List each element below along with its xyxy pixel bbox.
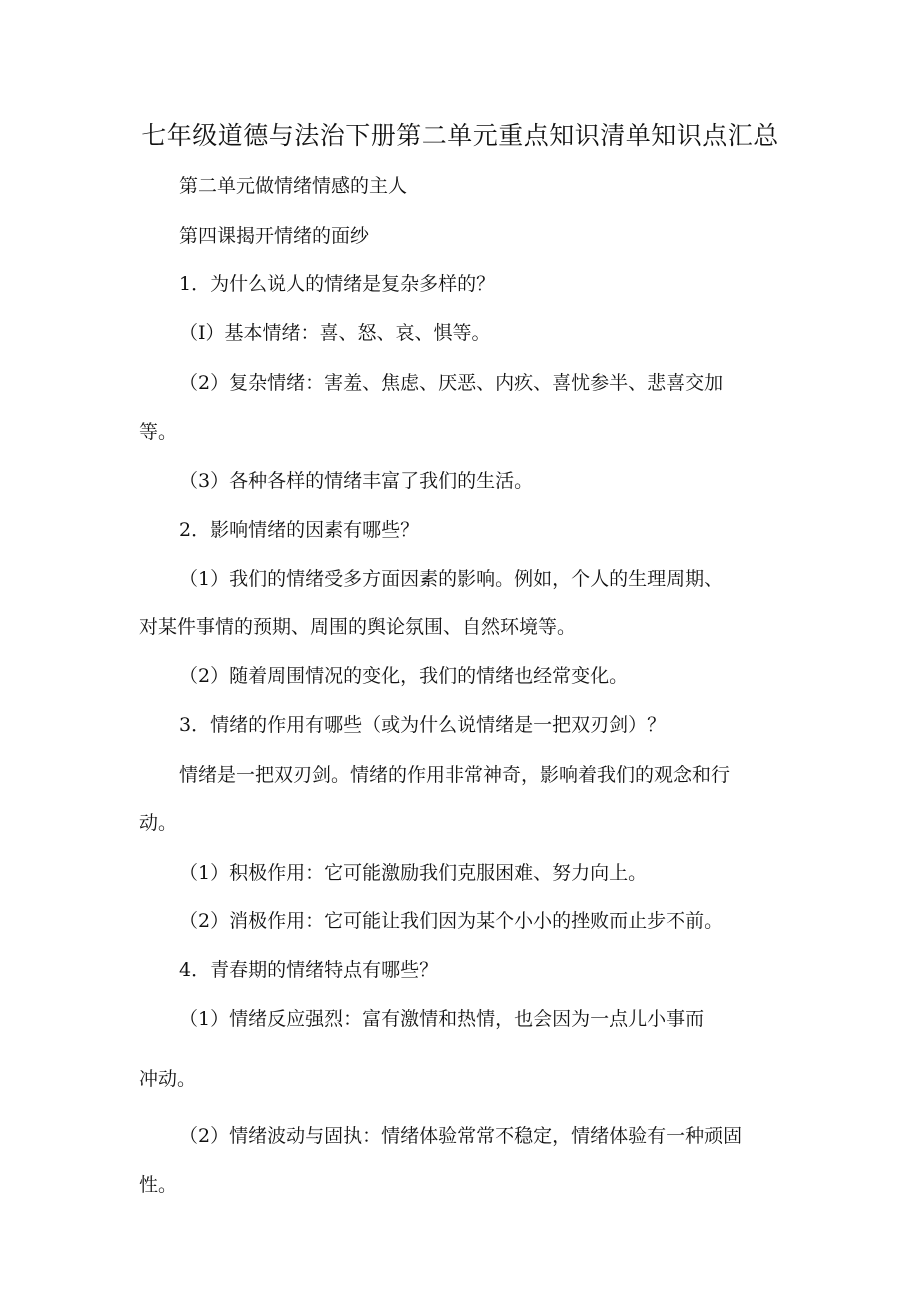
unit-heading: 第二单元做情绪情感的主人 <box>179 175 408 197</box>
lesson-heading: 第四课揭开情绪的面纱 <box>179 225 370 247</box>
paragraph-line: （1）我们的情绪受多方面因素的影响。例如，个人的生理周期、 <box>179 568 724 590</box>
paragraph-line-continued: 对某件事情的预期、周围的舆论氛围、自然环境等。 <box>139 616 577 638</box>
paragraph-line-continued: 等。 <box>139 421 178 443</box>
question-1: 1．为什么说人的情绪是复杂多样的？ <box>179 273 496 295</box>
paragraph-line-continued: 冲动。 <box>139 1068 197 1090</box>
paragraph-line: （2）随着周围情况的变化，我们的情绪也经常变化。 <box>179 665 629 687</box>
paragraph-line-continued: 性。 <box>139 1174 178 1196</box>
document-title: 七年级道德与法治下册第二单元重点知识清单知识点汇总 <box>141 121 779 150</box>
paragraph-line: （2）消极作用：它可能让我们因为某个小小的挫败而止步不前。 <box>179 910 724 932</box>
paragraph-line: （2）情绪波动与固执：情绪体验常常不稳定，情绪体验有一种顽固 <box>179 1125 743 1147</box>
question-2: 2．影响情绪的因素有哪些？ <box>179 519 420 541</box>
paragraph-line: （3）各种各样的情绪丰富了我们的生活。 <box>179 470 534 492</box>
paragraph-line: （1）情绪反应强烈：富有激情和热情，也会因为一点儿小事而 <box>179 1008 705 1030</box>
paragraph-line-continued: 动。 <box>139 812 178 834</box>
paragraph-line: （2）复杂情绪：害羞、焦虑、厌恶、内疚、喜忧参半、悲喜交加 <box>179 372 724 394</box>
paragraph-line: （1）积极作用：它可能激励我们克服困难、努力向上。 <box>179 862 648 884</box>
question-3: 3．情绪的作用有哪些（或为什么说情绪是一把双刃剑）？ <box>179 714 667 736</box>
paragraph-line: 情绪是一把双刃剑。情绪的作用非常神奇，影响着我们的观念和行 <box>179 764 731 786</box>
question-4: 4．青春期的情绪特点有哪些？ <box>179 959 439 981</box>
paragraph-line: （I）基本情绪：喜、怒、哀、惧等。 <box>179 322 491 344</box>
